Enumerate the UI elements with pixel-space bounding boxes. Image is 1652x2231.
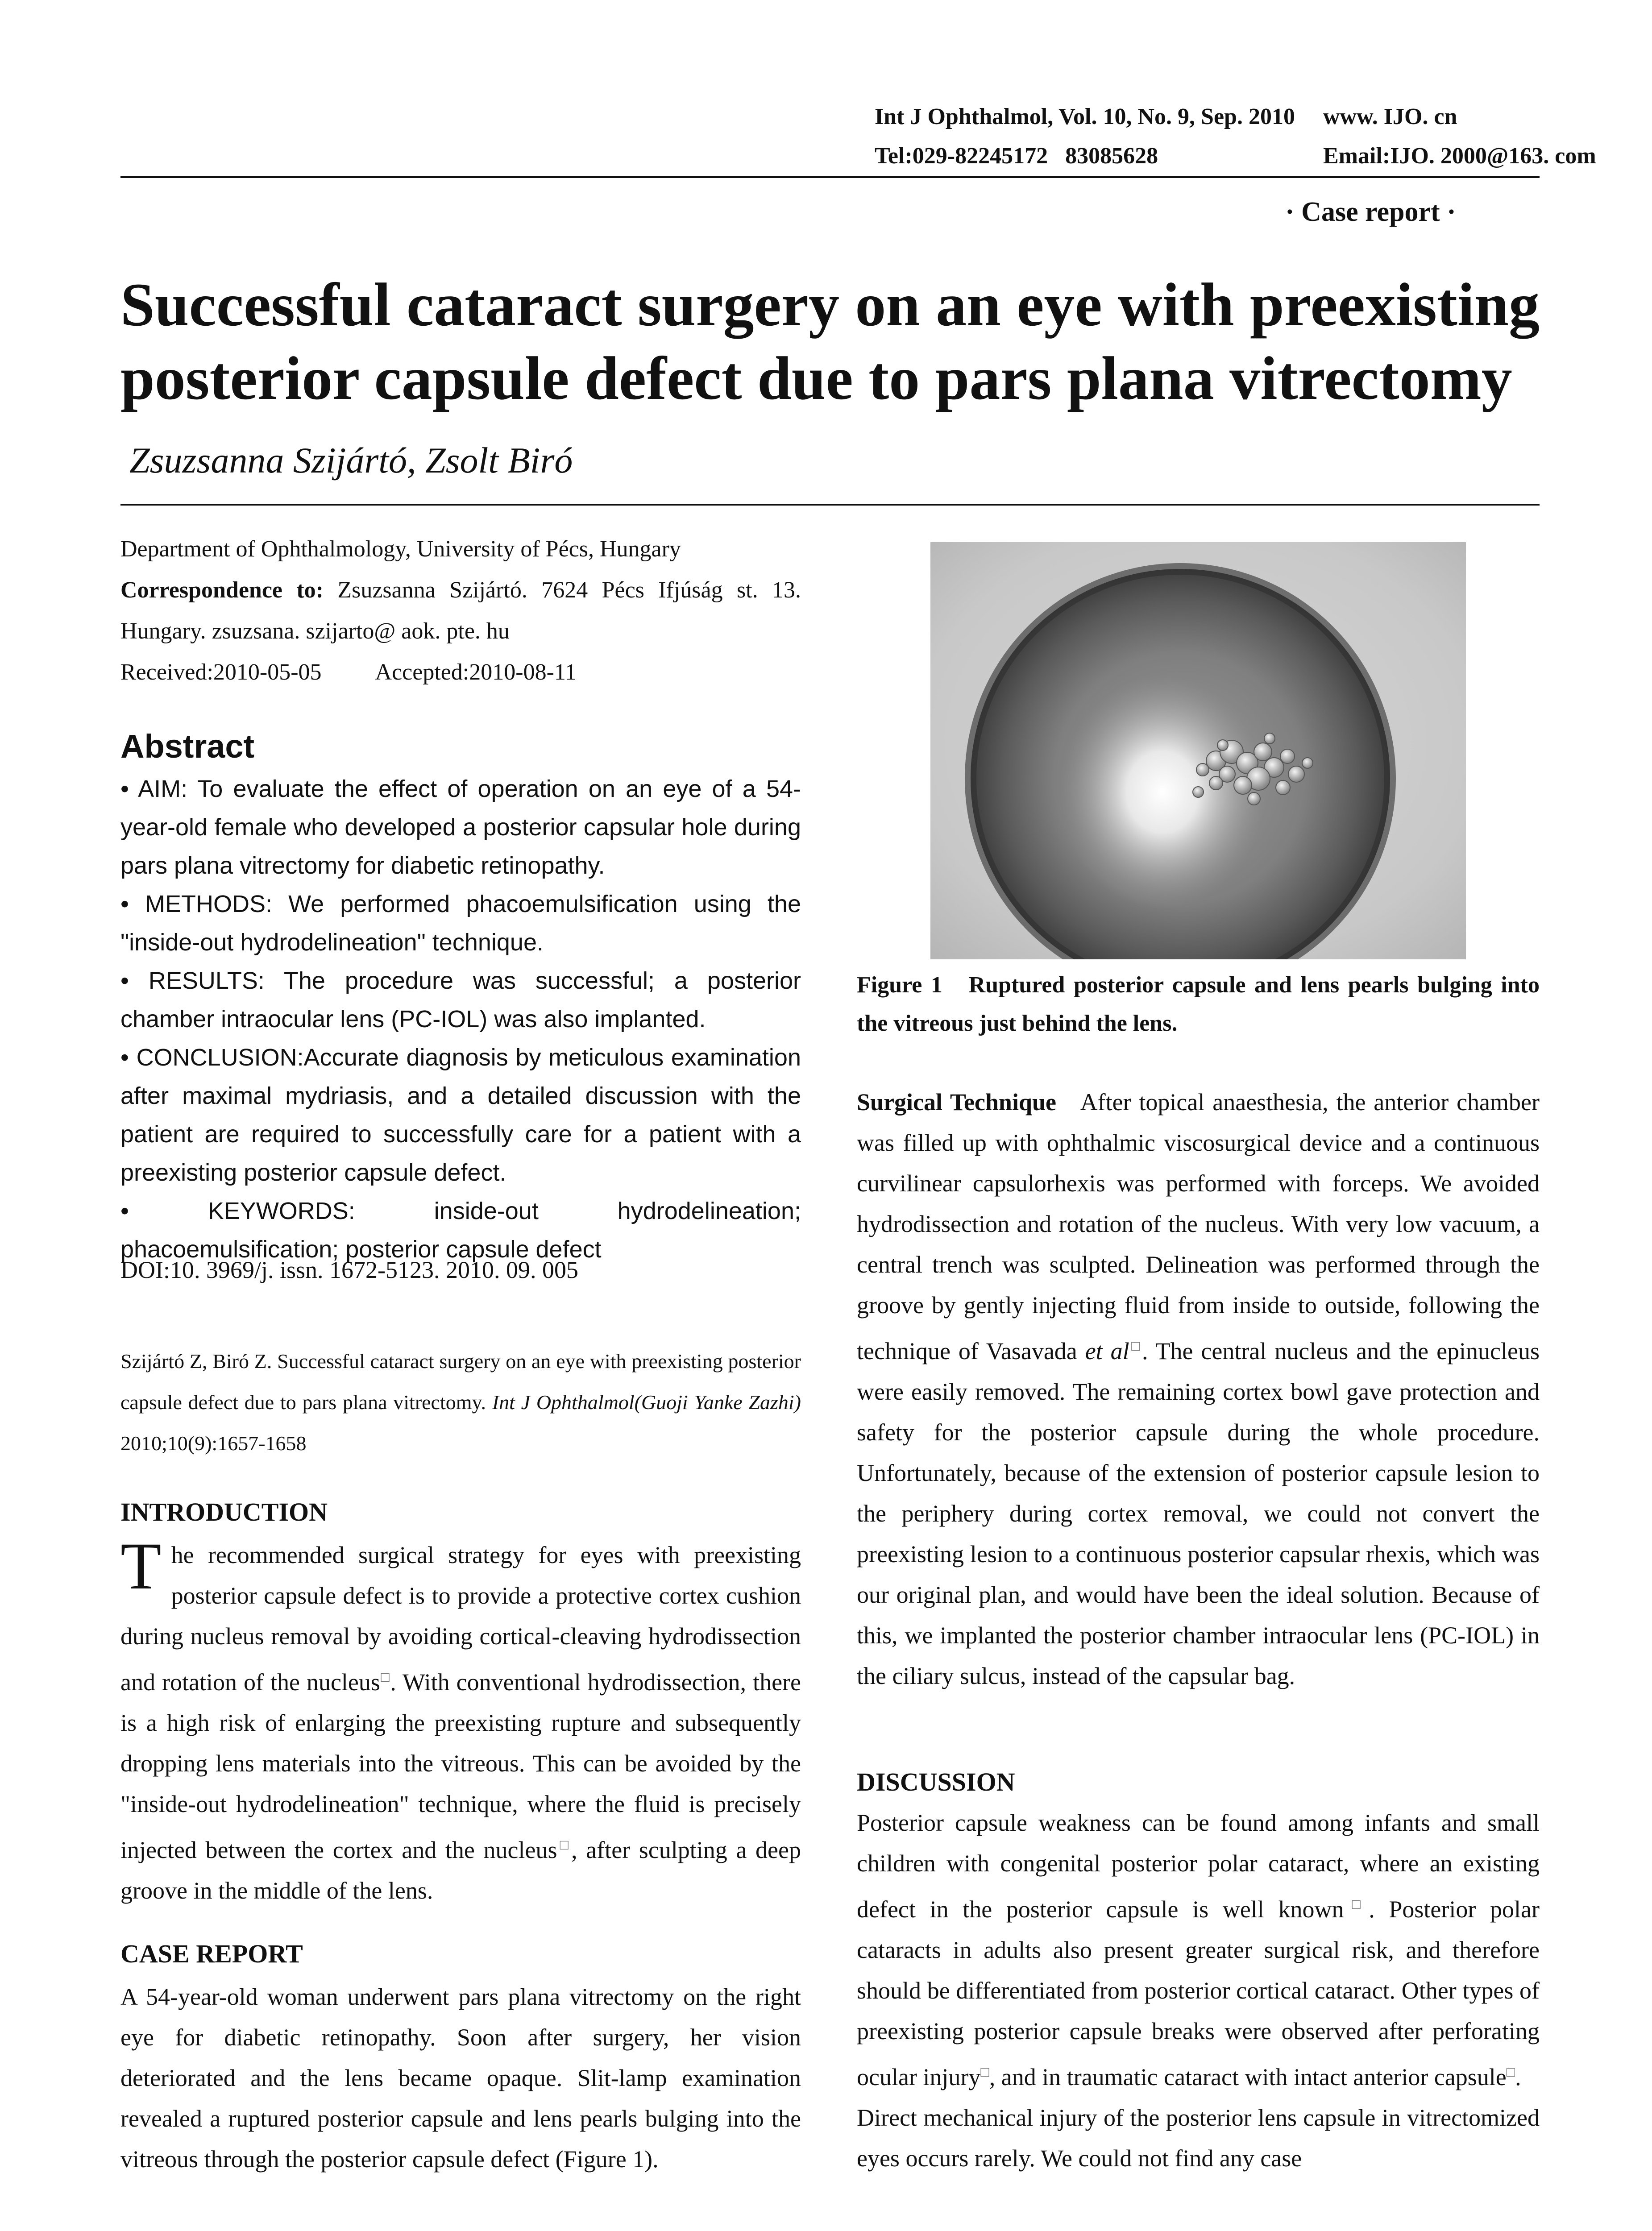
doi: DOI:10. 3969/j. issn. 1672-5123. 2010. 09. 005 xyxy=(120,1256,578,1283)
discussion-text-2: . Posterior polar cataracts in adults also present greater surgical risk, and therefore should be differentiated from posterior cortical cataract. Other types of preexisting posterior capsule breaks were observed after perforating ocular injury xyxy=(857,1896,1540,2090)
intro-text-1: he recommended surgical strategy for eyes with preexisting posterior capsule defect is to provide a protective cortex cushion during nucleus removal by avoiding cortical-cleaving hydrodissection and rotation of the nucleus xyxy=(120,1542,801,1696)
received-date: Received:2010-05-05 xyxy=(120,659,322,685)
header-rule xyxy=(120,176,1540,178)
discussion-body xyxy=(857,1803,1540,2179)
case-report-heading: CASE REPORT xyxy=(120,1939,303,1968)
affiliation-block xyxy=(120,529,801,693)
slit-lamp-photo xyxy=(930,542,1466,959)
intro-text-2: . With conventional hydrodissection, there is a high risk of enlarging the preexisting rupture and subsequently dropping lens materials into the vitreous. This can be avoided by the "inside-out hydrodelineation" technique, where the fluid is precisely injected between the cortex and the nucleus xyxy=(120,1669,801,1863)
abstract-body xyxy=(120,770,801,1269)
section-type: · Case report · xyxy=(1285,197,1456,227)
abstract-methods: • METHODS: We performed phacoemulsification using the "inside-out hydrodelineation" technique. xyxy=(120,891,801,956)
discussion-paragraph-2: Direct mechanical injury of the posterior lens capsule in vitrectomized eyes occurs rarely. We could not find any case xyxy=(857,2104,1540,2172)
surgical-text-2: . The central nucleus and the epinucleus were easily removed. The remaining cortex bowl gave protection and safety for the posterior capsule during the whole procedure. Unfortunately, because of the extension of posterior capsule lesion to the periphery during cortex removal, we could not convert the preexisting lesion to a continuous posterior capsular rhexis, which was our original plan, and would have been the ideal solution. Because of this, we implanted the posterior chamber intraocular lens (PC-IOL) in the ciliary sulcus, instead of the capsular bag. xyxy=(857,1338,1540,1689)
discussion-text-4: . xyxy=(1515,2064,1521,2090)
journal-citation: Int J Ophthalmol, Vol. 10, No. 9, Sep. 2010 xyxy=(875,104,1295,129)
abstract-aim: • AIM: To evaluate the effect of operation on an eye of a 54-year-old female who developed a posterior capsular hole during pars plana vitrectomy for diabetic retinopathy. xyxy=(120,775,801,879)
reference-marker: □ xyxy=(1129,1338,1142,1354)
discussion-text-3: , and in traumatic cataract with intact anterior capsule xyxy=(989,2064,1507,2090)
reference-marker: □ xyxy=(980,2064,989,2080)
journal-contact xyxy=(875,143,1596,169)
introduction-heading: INTRODUCTION xyxy=(120,1497,328,1526)
abstract-keywords: • KEYWORDS: inside-out hydrodelineation; phacoemulsification; posterior capsule defect xyxy=(120,1198,801,1263)
drop-cap: T xyxy=(120,1529,162,1603)
correspondence-text: Zsuzsanna Szijártó. 7624 Pécs Ifjúság st. 13. Hungary. zsuzsana. szijarto@ aok. pte. hu xyxy=(120,577,801,644)
reference-marker: □ xyxy=(380,1669,390,1685)
journal-tel: Tel:029-82245172 83085628 xyxy=(875,143,1158,169)
authors: Zsuzsanna Szijártó, Zsolt Biró xyxy=(129,440,573,481)
correspondence xyxy=(120,570,801,652)
case-report-body: A 54-year-old woman underwent pars plana vitrectomy on the right eye for diabetic retinopathy. Soon after surgery, her vision deteriorated and the lens became opaque. Slit-lamp examination revealed a ruptured posterior capsule and lens pearls bulging into the vitreous through the posterior capsule defect (Figure 1). xyxy=(120,1983,801,2173)
dates xyxy=(120,652,801,693)
discussion-text-1: Posterior capsule weakness can be found among infants and small children with congenital posterior polar cataract, where an existing defect in the posterior capsule is well known xyxy=(857,1809,1540,1923)
surgical-technique xyxy=(857,1082,1540,1696)
abstract-heading: Abstract xyxy=(120,728,255,765)
abstract-conclusion: • CONCLUSION:Accurate diagnosis by meticulous examination after maximal mydriasis, and a detailed discussion with the patient are required to successfully care for a patient with a preexisting posterior capsule defect. xyxy=(120,1044,801,1186)
journal-email: Email:IJO. 2000@163. com xyxy=(1323,143,1596,169)
intro-text-3: , after sculpting a deep groove in the middle of the lens. xyxy=(120,1837,801,1904)
figure-1-caption: Figure 1 Ruptured posterior capsule and lens pearls bulging into the vitreous just behind the lens. xyxy=(857,972,1545,1036)
citation-text: Szijártó Z, Biró Z. Successful cataract surgery on an eye with preexisting posterior capsule defect due to pars plana vitrectomy. xyxy=(120,1350,801,1414)
journal-header xyxy=(875,104,1544,130)
surgical-text-1: After topical anaesthesia, the anterior chamber was filled up with ophthalmic viscosurgical device and a continuous curvilinear capsulorhexis was performed with forceps. We avoided hydrodissection and rotation of the nucleus. With very low vacuum, a central trench was sculpted. Delineation was performed through the groove by gently injecting fluid from inside to outside, following the technique of Vasavada xyxy=(857,1089,1540,1364)
reference-marker: □ xyxy=(1344,1896,1369,1912)
reference-marker: □ xyxy=(557,1837,572,1853)
correspondence-label: Correspondence to: xyxy=(120,577,324,603)
reference-marker: □ xyxy=(1506,2064,1515,2080)
abstract-results: • RESULTS: The procedure was successful; a posterior chamber intraocular lens (PC-IOL) was also implanted. xyxy=(120,967,801,1033)
title-rule xyxy=(120,504,1540,506)
discussion-paragraph-1 xyxy=(857,1803,1540,2098)
citation-block xyxy=(120,1341,801,1464)
discussion-heading: DISCUSSION xyxy=(857,1767,1015,1796)
department: Department of Ophthalmology, University of Pécs, Hungary xyxy=(120,536,681,562)
citation-journal: Int J Ophthalmol(Guoji Yanke Zazhi) xyxy=(492,1391,801,1414)
figure-1-image xyxy=(930,542,1466,959)
citation-ref: 2010;10(9):1657-1658 xyxy=(120,1432,307,1455)
paper-title: Successful cataract surgery on an eye with preexisting posterior capsule defect due to pars plana vitrectomy xyxy=(120,270,1540,412)
accepted-date: Accepted:2010-08-11 xyxy=(375,659,577,685)
journal-website: www. IJO. cn xyxy=(1323,104,1457,129)
et-al: et al xyxy=(1085,1338,1129,1364)
surgical-heading: Surgical Technique xyxy=(857,1089,1056,1116)
introduction-body xyxy=(120,1529,801,1911)
